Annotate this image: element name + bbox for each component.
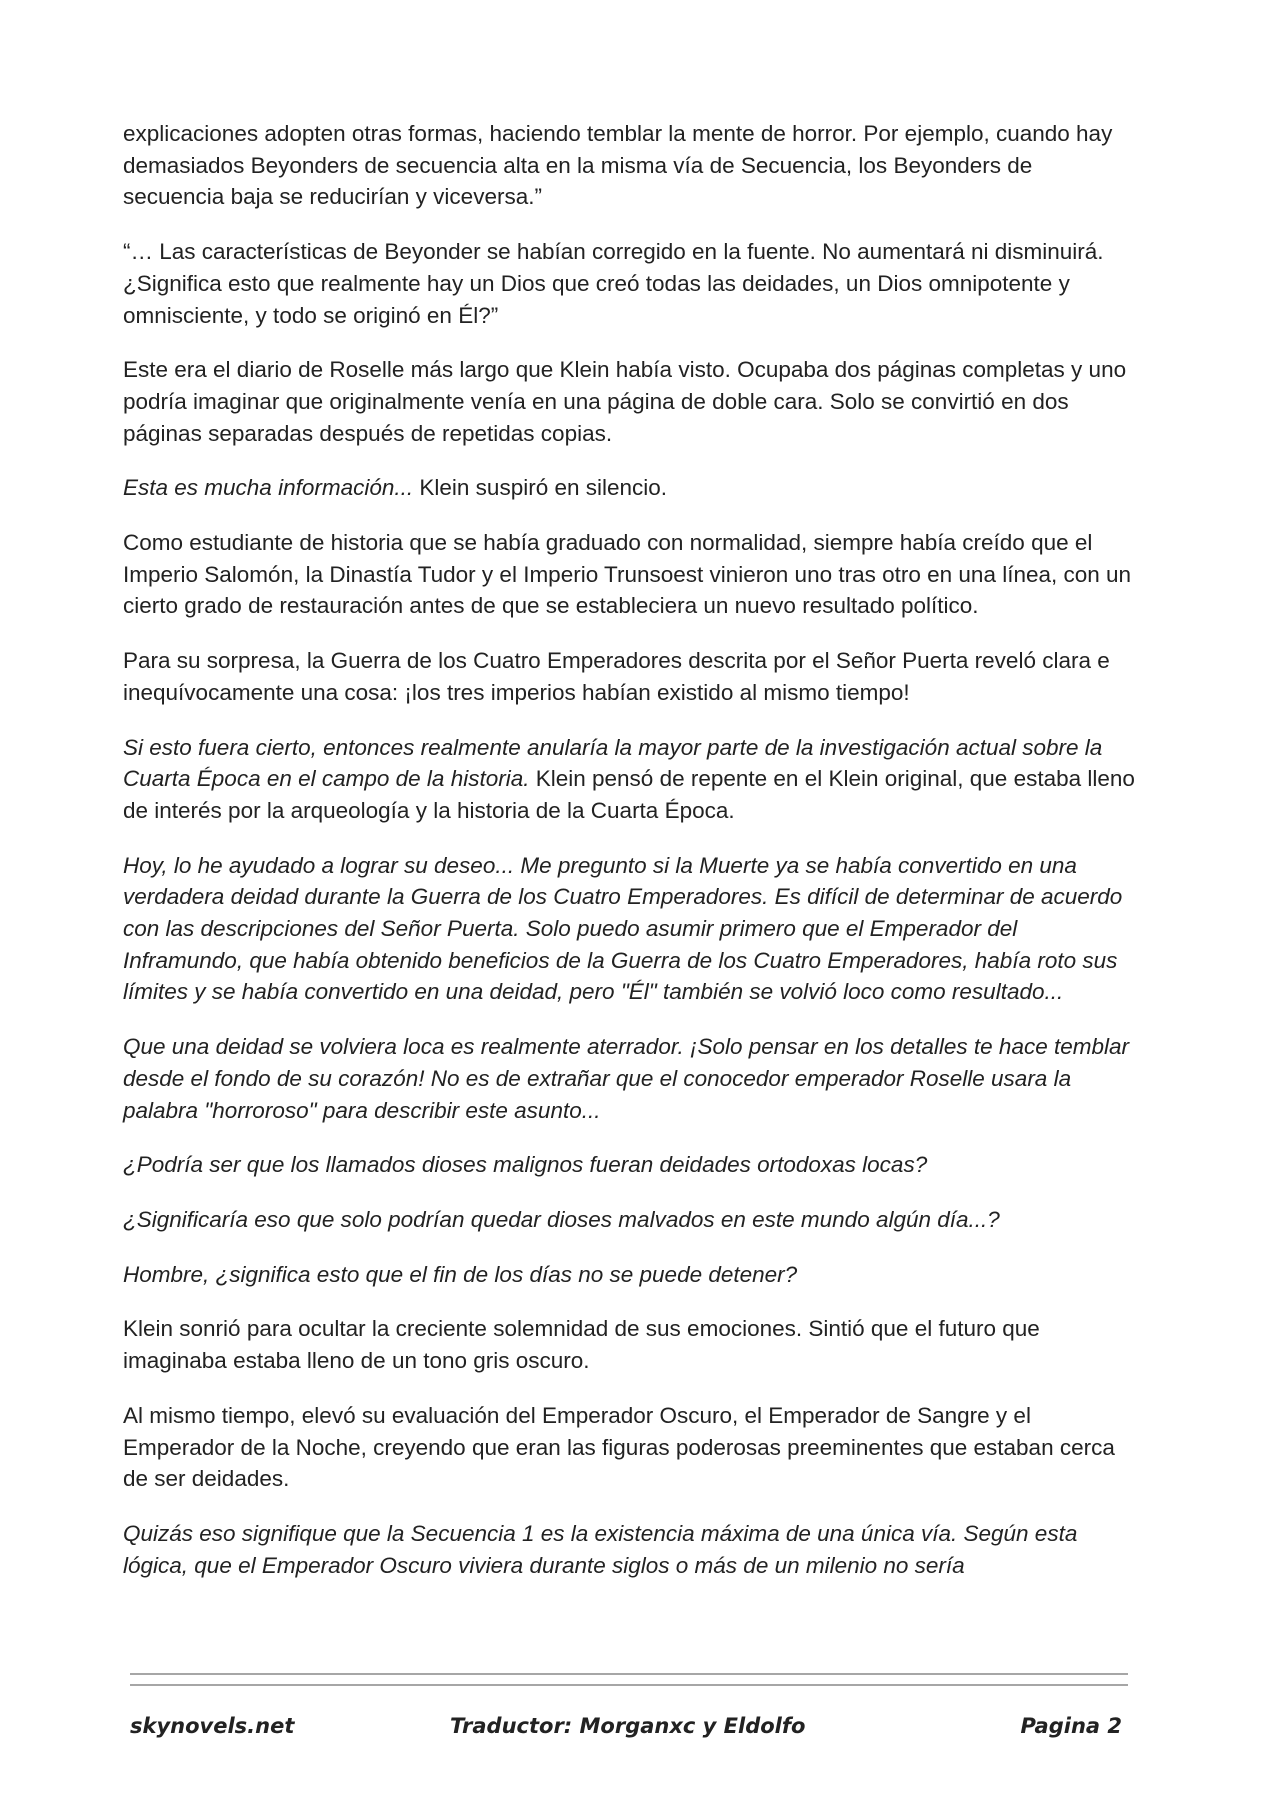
paragraph xyxy=(123,1259,1138,1291)
paragraph xyxy=(123,527,1138,622)
paragraph xyxy=(123,1031,1138,1126)
paragraph xyxy=(123,118,1138,213)
paragraph xyxy=(123,1313,1138,1376)
paragraph xyxy=(123,1518,1138,1581)
paragraph-italic-text: Esta es mucha información... xyxy=(123,475,414,501)
paragraph-italic-text: ¿Significaría eso que solo podrían quedar dioses malvados en este mundo algún día...? xyxy=(123,1206,1000,1232)
paragraph xyxy=(123,472,1138,504)
paragraph xyxy=(123,645,1138,708)
body-text xyxy=(123,118,1138,1581)
paragraph-text: Este era el diario de Roselle más largo que Klein había visto. Ocupaba dos páginas completas y uno podría imaginar que originalmente venía en una página de doble cara. Solo se convirtió en dos páginas separadas después de repetidas copias. xyxy=(123,357,1127,446)
paragraph-text: Al mismo tiempo, elevó su evaluación del Emperador Oscuro, el Emperador de Sangre y el Emperador de la Noche, creyendo que eran las figuras poderosas preeminentes que estaban cerca de ser deidades. xyxy=(123,1402,1115,1492)
paragraph-italic-text: ¿Podría ser que los llamados dioses malignos fueran deidades ortodoxas locas? xyxy=(123,1152,928,1178)
paragraph xyxy=(123,236,1138,331)
paragraph-text: Como estudiante de historia que se había graduado con normalidad, siempre había creído que el Imperio Salomón, la Dinastía Tudor y el Imperio Trunsoest vinieron uno tras otro en una línea, con un cierto grado de restauración antes de que se estableciera un nuevo resultado político. xyxy=(123,530,1132,619)
footer-page-number: Pagina 2 xyxy=(1020,1714,1122,1738)
paragraph-text: explicaciones adopten otras formas, haciendo temblar la mente de horror. Por ejemplo, cuando hay demasiados Beyonders de secuencia alta en la misma vía de Secuencia, los Beyonders de secuencia baja se reducirían y viceversa.” xyxy=(123,121,1113,210)
paragraph-text: Klein pensó de repente en el Klein original, que estaba lleno de interés por la arqueología y la historia de la Cuarta Época. xyxy=(123,766,1135,823)
paragraph-text: “… Las características de Beyonder se habían corregido en la fuente. No aumentará ni disminuirá. ¿Significa esto que realmente hay un Dios que creó todas las deidades, un Dios omnipotente y omnisciente, y todo se originó en Él?” xyxy=(123,239,1104,328)
paragraph xyxy=(123,732,1138,827)
footer-divider-top xyxy=(130,1673,1128,1675)
paragraph xyxy=(123,1149,1138,1181)
paragraph-italic-text: Quizás eso signifique que la Secuencia 1 es la existencia máxima de una única vía. Según esta lógica, que el Emperador Oscuro viviera durante siglos o más de un milenio no sería xyxy=(123,1520,1078,1578)
paragraph xyxy=(123,1400,1138,1495)
paragraph-text: Klein suspiró en silencio. xyxy=(413,475,668,501)
paragraph-italic-text: Hoy, lo he ayudado a lograr su deseo... Me pregunto si la Muerte ya se había convertido en una verdadera deidad durante la Guerra de los Cuatro Emperadores. Es difícil de determinar de acuerdo con las descripciones del Señor Puerta. Solo puedo asumir primero que el Emperador del Inframundo, que había obtenido beneficios de la Guerra de los Cuatro Emperadores, había roto sus límites y se había convertido en una deidad, pero "Él" también se volvió loco como resultado... xyxy=(123,852,1123,1005)
footer-site: skynovels.net xyxy=(130,1714,295,1738)
footer-translator: Traductor: Morganxc y Eldolfo xyxy=(450,1714,806,1738)
paragraph-italic-text: Que una deidad se volviera loca es realmente aterrador. ¡Solo pensar en los detalles te hace temblar desde el fondo de su corazón! No es de extrañar que el conocedor emperador Roselle usara la palabra "horroroso" para describir este asunto... xyxy=(123,1034,1129,1123)
paragraph xyxy=(123,354,1138,449)
paragraph-text: Para su sorpresa, la Guerra de los Cuatro Emperadores descrita por el Señor Puerta reveló clara e inequívocamente una cosa: ¡los tres imperios habían existido al mismo tiempo! xyxy=(123,648,1110,705)
paragraph xyxy=(123,1204,1138,1236)
footer-divider-bottom xyxy=(130,1684,1128,1686)
paragraph xyxy=(123,850,1138,1009)
paragraph-text: Klein sonrió para ocultar la creciente solemnidad de sus emociones. Sintió que el futuro que imaginaba estaba lleno de un tono gris oscuro. xyxy=(123,1316,1040,1374)
paragraph-italic-text: Si esto fuera cierto, entonces realmente anularía la mayor parte de la investigación actual sobre la Cuarta Época en el campo de la historia. xyxy=(123,734,1103,792)
paragraph-italic-text: Hombre, ¿significa esto que el fin de los días no se puede detener? xyxy=(123,1261,798,1287)
